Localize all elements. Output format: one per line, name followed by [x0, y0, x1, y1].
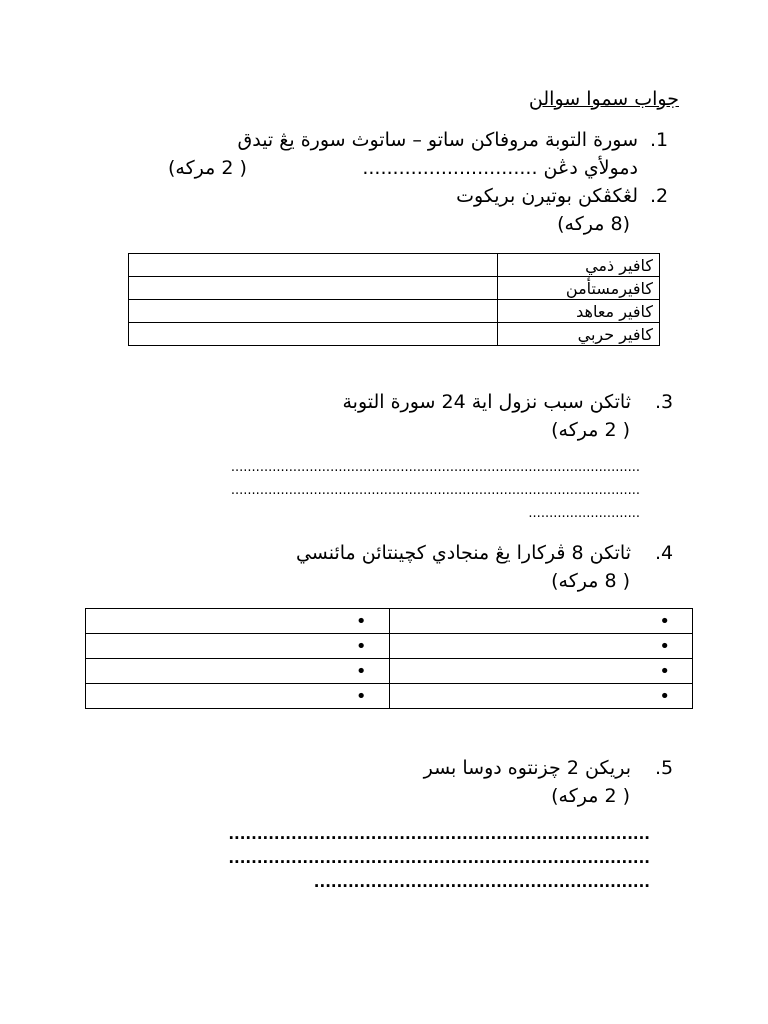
table-row	[86, 684, 693, 709]
kafir-types-table	[128, 253, 660, 346]
table-row	[129, 300, 660, 323]
question-2-marks: (8 مركه)	[557, 213, 630, 235]
question-1-marks: ( 2 مركه)	[168, 157, 247, 179]
question-3-number: .3	[655, 391, 674, 413]
kafir-type-label: كافير حربي	[498, 323, 660, 346]
question-2-number: .2	[650, 185, 669, 207]
bullet-cell[interactable]: •	[86, 609, 390, 634]
question-5-marks: ( 2 مركه)	[551, 785, 630, 807]
table-row	[129, 323, 660, 346]
kafir-type-label: كافير ذمي	[498, 254, 660, 277]
bullet-cell[interactable]: •	[86, 659, 390, 684]
bullet-cell[interactable]: •	[389, 609, 693, 634]
table-row	[129, 254, 660, 277]
answer-line[interactable]: ...................................................................................................	[230, 460, 640, 475]
question-3-marks: ( 2 مركه)	[551, 419, 630, 441]
factors-table	[85, 608, 693, 709]
table-row	[86, 659, 693, 684]
answer-cell[interactable]	[129, 254, 498, 277]
answer-cell[interactable]	[129, 277, 498, 300]
bullet-cell[interactable]: •	[86, 634, 390, 659]
question-4-number: .4	[655, 542, 674, 564]
bullet-cell[interactable]: •	[389, 634, 693, 659]
question-1-answer-line: دمولأي دڠن .............................	[362, 157, 638, 179]
kafir-type-label: كافيرمستأمن	[498, 277, 660, 300]
bullet-cell[interactable]: •	[389, 659, 693, 684]
table-row	[86, 609, 693, 634]
question-1-number: .1	[650, 129, 669, 151]
kafir-type-label: كافير معاهد	[498, 300, 660, 323]
page-title: جواب سموا سوالن	[528, 88, 679, 110]
question-3-text: ثاتكن سبب نزول اية 24 سورة التوبة	[342, 391, 631, 413]
question-4-text: ثاتكن 8 ڤركارا يڠ منجادي كچينتائن مائنسي	[295, 542, 631, 564]
answer-line[interactable]: ..........................................................................	[228, 825, 650, 843]
answer-cell[interactable]	[129, 300, 498, 323]
answer-line[interactable]: ..........................................................................	[228, 849, 650, 867]
answer-cell[interactable]	[129, 323, 498, 346]
answer-line[interactable]: ...........................................................	[313, 873, 650, 891]
bullet-cell[interactable]: •	[86, 684, 390, 709]
question-5-text: بريكن 2 چزنتوه دوسا بسر	[423, 757, 631, 779]
question-4-marks: ( 8 مركه)	[551, 570, 630, 592]
table-row	[86, 634, 693, 659]
question-5-number: .5	[655, 757, 674, 779]
answer-line[interactable]: ...................................................................................................	[230, 483, 640, 498]
question-2-text: لڠكڤكن بوتيرن بريكوت	[456, 185, 638, 207]
question-1-text: سورة التوبة مروفاكن ساتو – ساتوث سورة يڠ تيدق	[237, 129, 638, 151]
bullet-cell[interactable]: •	[389, 684, 693, 709]
table-row	[129, 277, 660, 300]
answer-line[interactable]: ...........................	[528, 506, 640, 521]
